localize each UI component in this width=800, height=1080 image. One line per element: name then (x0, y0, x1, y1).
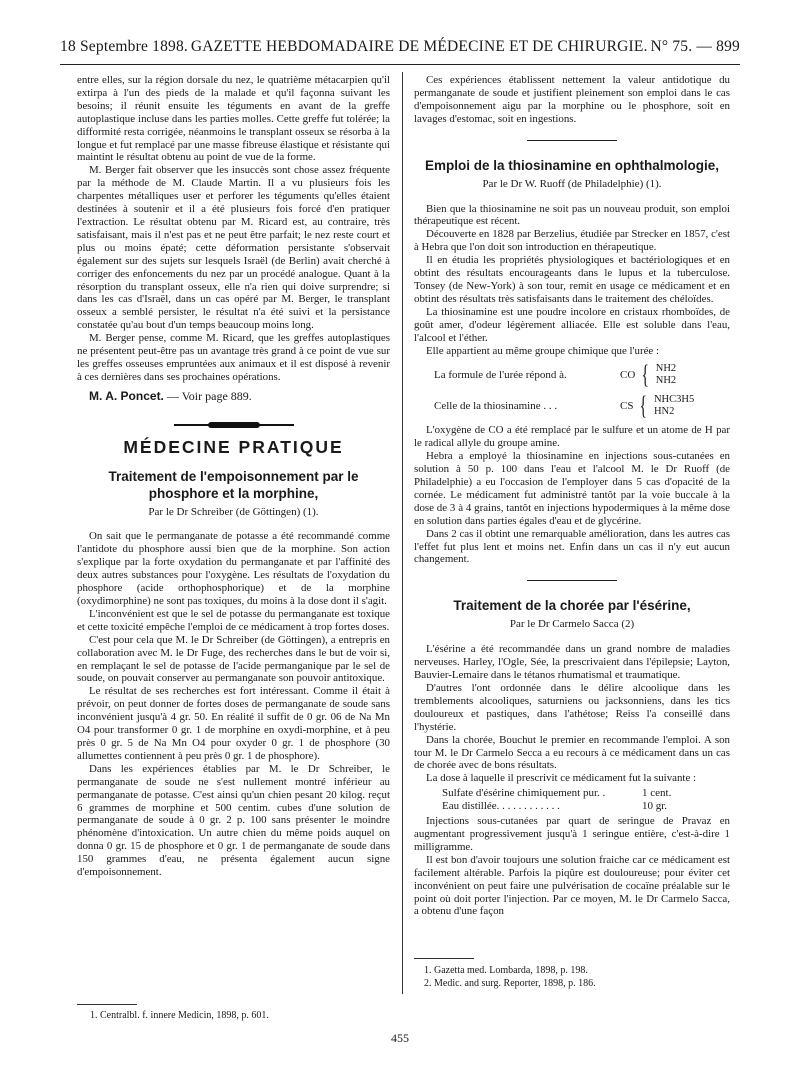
footnote: 1. Centralbl. f. innere Medicin, 1898, p. 601. (90, 1010, 269, 1021)
paragraph: Dans les expériences établies par M. le Dr Schreiber, le permanganate de soude ne s'est nullement montré inférieur au permanganate de potasse. C'est ainsi qu'un chien pesant 20 kilog. reçut 6 grammes de morphine et 500 centim. cubes d'une solution de permanganate de soude à 0 gr. 2 p. 100 sans présenter le moindre phénomène d'intoxication. Un autre chien du même poids auquel on donna 0 gr. 15 de phosphore et 0 gr. 1 de permanganate de soude dans 150 grammes d'eau, ne présenta également aucun signe d'empoisonnement. (77, 762, 390, 879)
quantity: 1 cent. (642, 787, 672, 800)
paragraph: Il en étudia les propriétés physiologiques et bactériologiques et en obtint des résultats encourageants dans le lupus et la tuberculose. Tonsey (de New-York) à son tour, remit en usage ce médicament et en obtint des résultats très satisfaisants dans le traitement des chéloïdes. (414, 254, 730, 305)
formula-base: CO (620, 368, 636, 381)
paragraph: entre elles, sur la région dorsale du nez, le quatrième métacarpien qu'il extirpa à l'un des pieds de la malade et qu'il façonna suivant les besoins; il réunit ensuite les téguments en avant de la greffe autoplastique incluse dans les parties molles. Cette greffe fut tolérée; la difformité resta corrigée, néanmoins le transplant osseux se résorba à la longue et fut remplacé par une masse fibreuse élastique et résistante qui maintint le résultat obtenu au point de vue de la forme. (77, 74, 390, 164)
footnote-rule (77, 1004, 137, 1005)
signature-line (77, 390, 390, 403)
ingredient: Sulfate d'ésérine chimiquement pur. . (442, 787, 606, 800)
article-byline: Par le Dr W. Ruoff (de Philadelphie) (1). (482, 177, 662, 190)
formula-group: NH2 (655, 363, 677, 375)
paragraph: M. Berger fait observer que les insuccès sont chose assez fréquente par la méthode de M. Claude Martin. Il a vu plusieurs fois les charpentes métalliques user et perforer les téguments qu'elles étaient destinées à soutenir et il a été plusieurs fois forcé d'en pratiquer l'extraction. Le résultat obtenu par M. Ricard est, au contraire, très satisfaisant, mais il n'est pas et ne peut être parfait; le nez reste court et plus ou moins épaté; cette déformation persistante s'observait également sur des sujets sur lesquels Israël (de Berlin) avait cherché à corriger des enfoncements du nez par un procédé analogue. Quant à la résorption du transplant osseux, elle n'a rien qui doive surprendre; si dans les cas d'Israël, dans un cas opéré par M. Berger, le transplant osseux a semblé persister, le résultat n'a été suivi et la persistance constatée qu'au bout d'un temps beaucoup moins long. (77, 164, 390, 332)
formula-base: CS (620, 399, 634, 412)
paragraph: La thiosinamine est une poudre incolore en cristaux rhomboïdes, de goût amer, d'odeur légèrement alliacée. Elle est soluble dans l'eau, l'alcool et l'éther. (414, 305, 730, 344)
article-byline: Par le Dr Carmelo Sacca (2) (509, 618, 635, 631)
footnotes-left (90, 1010, 269, 1021)
ornament-divider (174, 421, 294, 429)
paragraph: Il est bon d'avoir toujours une solution fraiche car ce médicament est facilement altérable. Parfois la piqûre est douloureuse; pour éviter cet inconvénient on peut faire une pulvérisation de cocaïne préalable sur le point où doit porter l'injection. Par ce moyen, M. le Dr Carmelo Sacca, a obtenu d'une façon (414, 853, 730, 918)
column-divider (402, 72, 403, 994)
chemical-formula-thiosinamine (434, 393, 730, 419)
paragraph: Dans la chorée, Bouchut le premier en recommande l'emploi. A son tour M. le Dr Carmelo Secca a eu recours à ce médicament dans un cas de chorée avec de bons résultats. (414, 733, 730, 772)
paragraph: Injections sous-cutanées par quart de seringue de Pravaz en augmentant progressivement jusqu'à 1 seringue entière, c'est-à-dire 1 milligramme. (414, 815, 730, 853)
formula-groups (654, 394, 694, 418)
paragraph: M. Berger pense, comme M. Ricard, que les greffes autoplastiques ne présentent peut-être pas un avantage très grand à ce point de vue sur les greffes osseuses empruntées aux animaux et il est disposé à revenir à ces dernières dans ses prochaines opérations. (77, 332, 390, 383)
page-reference: — Voir page 889. (163, 388, 252, 403)
brace-glyph: { (639, 391, 648, 421)
page-number: 455 (391, 1031, 409, 1045)
paragraph: Découverte en 1828 par Berzelius, étudiée par Strecker en 1857, c'est à Hebra que l'on doit son introduction en thérapeutique. (414, 228, 730, 254)
paragraph: C'est pour cela que M. le Dr Schreiber (de Göttingen), a entrepris en collaboration avec M. le Dr Fuge, des recherches dans le but de voir si, en remplaçant le sel de potasse de l'acide permanganique par le sel de soude, on pouvait conserver au permanganate son pouvoir antitoxique. (77, 633, 390, 685)
article-title: Emploi de la thiosinamine en ophthalmologie, (424, 157, 720, 173)
prescription (442, 787, 730, 813)
formula-groups (656, 363, 676, 387)
formula-label: Celle de la thiosinamine . . . (434, 399, 558, 412)
paragraph: Ces expériences établissent nettement la valeur antidotique du permanganate de soude et justifient pleinement son emploi dans le cas d'empoisonnement aigu par la morphine ou le phosphore, soit en lavages d'estomac, soit en ingestions. (414, 74, 730, 125)
article-separator (527, 580, 617, 581)
paragraph: La dose à laquelle il prescrivit ce médicament fut la suivante : (426, 772, 697, 785)
header-journal-title: GAZETTE HEBDOMADAIRE DE MÉDECINE ET DE CHIRURGIE. (190, 38, 648, 55)
left-column (77, 74, 390, 879)
article-separator (527, 140, 617, 141)
formula-group: NHC3H5 (653, 394, 695, 406)
header-date: 18 Septembre 1898. (60, 38, 189, 55)
brace-glyph: { (641, 360, 650, 390)
paragraph: Le résultat de ses recherches est fort intéressant. Comme il était à prévoir, on peut donner de fortes doses de permanganate de soude sans inconvénient jusqu'à 4 gr. 50. En réalité il suffit de 0 gr. 06 de Na Mn O4 pour transformer 0 gr. 1 de morphine en oxydi-morphine, et à peu près 0 gr. 5 de Na Mn O4 pour oxyder 0 gr. 1 de phosphore (30 allumettes contiennent à peu près 0 gr. 1 de phosphore). (77, 685, 390, 762)
section-heading: MÉDECINE PRATIQUE (123, 436, 344, 457)
quantity: 10 gr. (642, 800, 668, 813)
paragraph: Hebra a employé la thiosinamine en injections sous-cutanées en solution à 50 p. 100 dans l'eau et l'alcool M. le Dr Ruoff (de Philadelphie) a eu l'occasion de l'employer dans 5 cas d'opacité de la cornée. Le médicament fut administré tantôt par la voie buccale à la dose de 3 à 4 grains, tantôt en injections hypodermiques à la même dose en solution dans parties égales d'eau et de glycérine. (414, 450, 730, 527)
footnote: 1. Gazetta med. Lombarda, 1898, p. 198. (424, 965, 588, 976)
footnote-rule (414, 958, 474, 959)
formula-group: HN2 (653, 406, 675, 418)
formula-group: NH2 (655, 375, 677, 387)
paragraph: Dans 2 cas il obtint une remarquable amélioration, dans les autres cas l'effet fut plus lent et moins net. Enfin dans un cas il n'y eut aucun changement. (414, 527, 730, 566)
chemical-formula-urea (434, 362, 730, 388)
author-signature: M. A. Poncet. (89, 388, 164, 403)
prescription-line (442, 787, 730, 800)
header-issue-page: N° 75. — 899 (650, 38, 740, 55)
header-rule (60, 64, 740, 65)
article-title: Traitement de la chorée par l'ésérine, (453, 598, 691, 614)
paragraph: Bien que la thiosinamine ne soit pas un nouveau produit, son emploi thérapeutique est récent. (414, 202, 730, 228)
prescription-line (442, 800, 730, 813)
footnote: 2. Medic. and surg. Reporter, 1898, p. 186. (424, 978, 596, 989)
running-header (60, 38, 740, 56)
ingredient: Eau distillée. . . . . . . . . . . . (442, 800, 560, 813)
right-column (414, 74, 730, 918)
formula-label: La formule de l'urée répond à. (434, 368, 567, 381)
paragraph: L'oxygène de CO a été remplacé par le sulfure et un atome de H par le radical allyle du groupe amine. (414, 424, 730, 450)
footnotes-right (424, 964, 596, 990)
paragraph: Elle appartient au même groupe chimique que l'urée : (426, 344, 659, 357)
paragraph: On sait que le permanganate de potasse a été recommandé comme l'antidote du phosphore aussi bien que de la morphine. Son action s'explique par la forte oxydation du permanganate et par l'affinité des deux autres substances pour l'oxygène. Les résultats de l'oxydation du phosphore (acide orthophosphorique) et de la morphine (oxydimorphine) ne sont pas toxiques, du moins à la dose dont il s'agit. (77, 530, 390, 607)
article-title: Traitement de l'empoisonnement par le phosphore et la morphine, (108, 468, 359, 501)
paragraph: D'autres l'ont ordonnée dans le délire alcoolique dans les tremblements alcooliques, saturniens ou jacksonniens, dans les tics douloureux et pastiques, dans l'athétose; Reiss l'a conseillé dans l'hystérie. (414, 682, 730, 733)
paragraph: L'ésérine a été recommandée dans un grand nombre de maladies nerveuses. Harley, l'Ogle, Sée, la prescrivaient dans l'épilepsie; Layton, Bauvier-Lemaire dans le tétanos rhumatismal et traumatique. (414, 643, 730, 682)
article-byline: Par le Dr Schreiber (de Göttingen) (1). (148, 505, 319, 518)
paragraph: L'inconvénient est que le sel de potasse du permanganate est toxique et cette toxicité empêche l'emploi de ce médicament à trop fortes doses. (77, 607, 390, 633)
